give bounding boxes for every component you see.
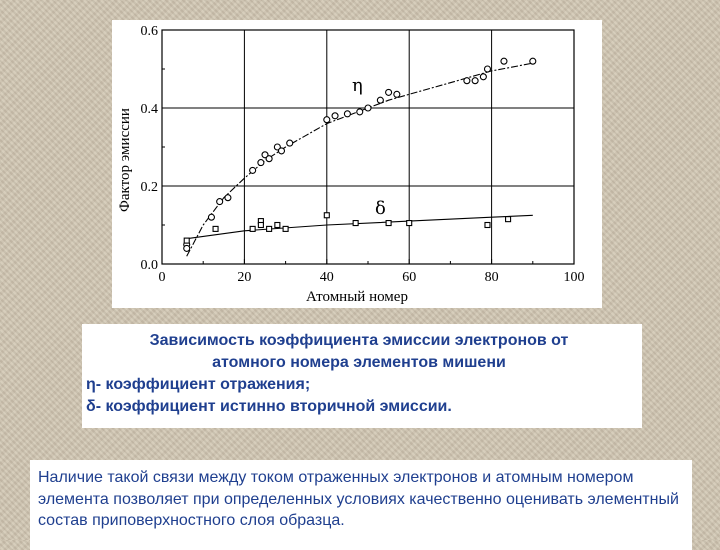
caption-line-2: атомного номера элементов мишени [212,354,506,371]
data-point-eta [258,160,264,166]
x-tick-label: 80 [484,270,499,285]
y-tick-label: 0.4 [140,102,158,117]
series-label-eta: η [352,75,363,96]
chart-area [112,20,602,308]
x-axis-label: Атомный номер [306,289,408,305]
x-tick-label: 20 [237,270,252,285]
data-point-eta [386,89,392,95]
caption-line-1: Зависимость коэффициента эмиссии электронов от [149,332,569,349]
data-point-delta [407,221,412,226]
data-point-delta [283,226,288,231]
data-point-eta [464,78,470,84]
data-point-eta [344,111,350,117]
y-tick-label: 0.6 [140,24,158,39]
data-point-eta [287,140,293,146]
data-point-eta [278,148,284,154]
data-point-delta [386,221,391,226]
tick-layer [141,24,585,285]
data-point-eta [472,78,478,84]
data-point-eta [480,74,486,80]
data-point-eta [484,66,490,72]
series-curve-delta [187,215,533,238]
data-point-eta [250,167,256,173]
data-point-eta [365,105,371,111]
data-point-eta [208,214,214,220]
data-point-delta [506,217,511,222]
caption-line-delta: δ- коэффициент истинно вторичной эмиссии. [86,398,452,415]
y-tick-label: 0.2 [140,180,158,195]
chart-panel [112,20,602,308]
data-point-eta [217,199,223,205]
y-axis-label: Фактор эмиссии [117,108,133,212]
data-point-eta [184,245,190,251]
data-point-eta [501,58,507,64]
data-point-delta [184,238,189,243]
series-label-delta: δ [375,198,386,219]
x-tick-label: 60 [402,270,417,285]
grid-layer [162,30,574,264]
data-point-eta [394,91,400,97]
data-point-delta [267,226,272,231]
caption-panel [82,324,642,428]
data-point-delta [485,223,490,228]
data-point-eta [357,109,363,115]
x-tick-label: 100 [563,270,585,285]
data-point-delta [213,226,218,231]
data-point-eta [377,97,383,103]
data-point-delta [258,223,263,228]
note-panel [30,460,692,550]
data-point-eta [530,58,536,64]
caption-line-eta: η- коэффициент отражения; [86,376,311,393]
x-tick-label: 40 [319,270,334,285]
data-point-eta [324,117,330,123]
data-point-delta [250,226,255,231]
data-point-delta [353,221,358,226]
data-point-delta [324,213,329,218]
x-tick-label: 0 [158,270,166,285]
y-tick-label: 0.0 [140,258,158,273]
data-point-eta [225,195,231,201]
data-point-eta [332,113,338,119]
data-point-eta [266,156,272,162]
note-paragraph: Наличие такой связи между током отраженных электронов и атомным номером элемента позволяет при определенных условиях качественно оценивать элементный состав приповерхностного слоя образца. [38,469,679,529]
data-point-delta [275,223,280,228]
plot-frame [162,30,574,264]
